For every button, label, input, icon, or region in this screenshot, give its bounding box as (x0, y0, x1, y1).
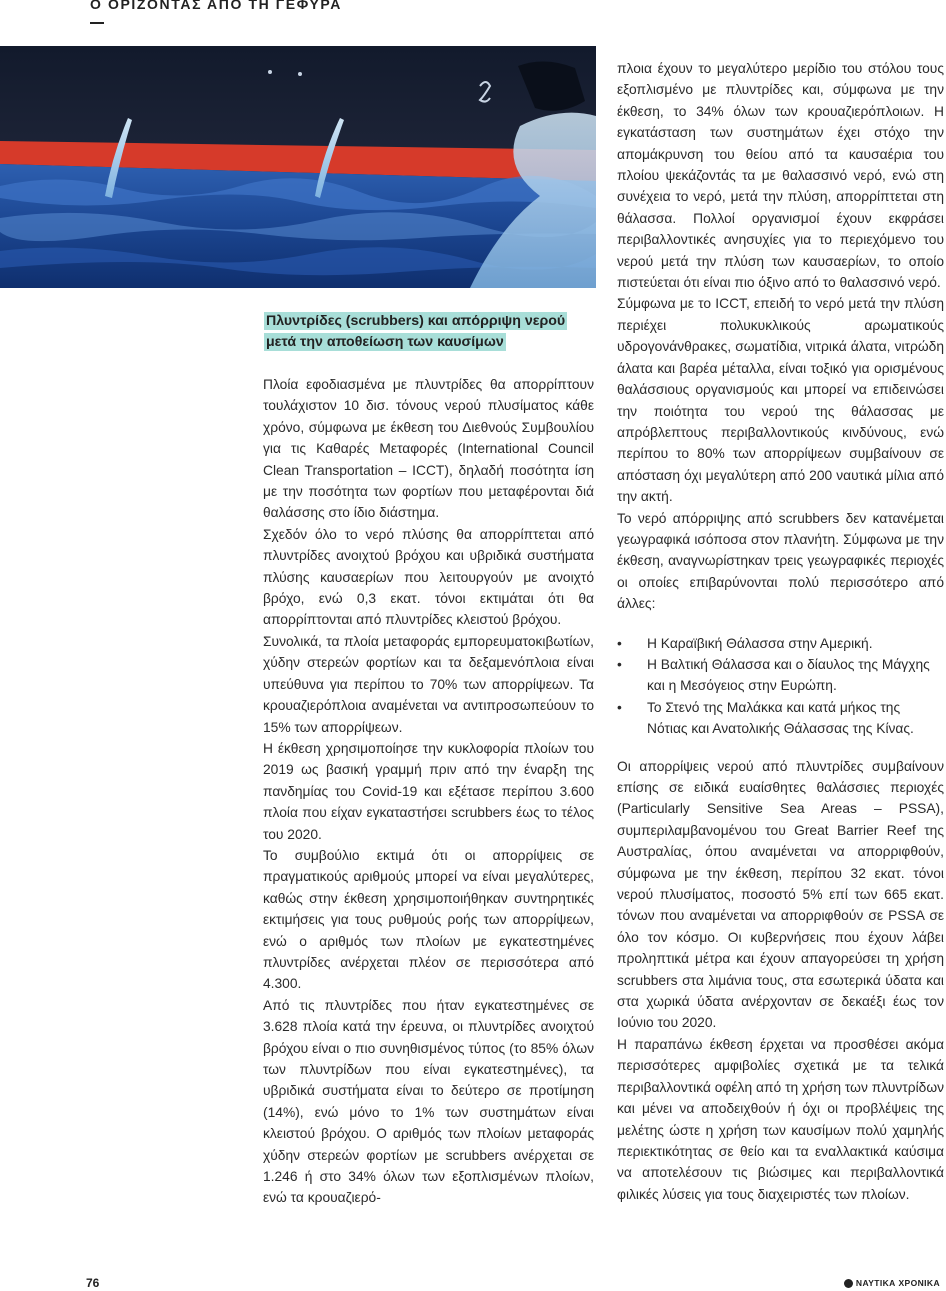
article-subheading (264, 311, 594, 353)
paragraph: Το νερό απόρριψης από scrubbers δεν κατανέμεται γεωγραφικά ισόποσα στον πλανήτη. Σύμφωνα με την έκθεση, αναγνωρίστηκαν τρεις γεωγραφικές περιοχές οι οποίες επιβαρύνονται πολύ περισσότερο από άλλες: (617, 510, 944, 612)
list-item (617, 633, 944, 654)
paragraph: πλοια έχουν το μεγαλύτερο μερίδιο του στόλου τους εξοπλισμένο με πλυντρίδες και, σύμφωνα με την έκθεση, το 34% όλων των κρουαζιερόπλοιων. Η εγκατάσταση των συστημάτων έχει στόχο την απομάκρυνση του θείου από τα καυσαέρια του πλοίου ψεκάζοντάς τα με θαλασσινό νερό, ενώ στη συνέχεια το νερό, μετά την πλύση, απορρίπτεται στη θάλασσα. Πολλοί οργανισμοί έχουν εκφράσει περιβαλλοντικές ανησυχίες για το περιεχόμενο του νερού μετά την πλύση των καυσαερίων, το οποίο πιστεύεται ότι είναι πιο όξινο από το θαλασσινό νερό. (617, 61, 944, 291)
bullet-icon: • (617, 656, 622, 672)
paragraph: Η έκθεση χρησιμοποίησε την κυκλοφορία πλοίων του 2019 ως βασική γραμμή πριν από την έναρξη της πανδημίας του Covid-19 και εξέτασε περίπου 3.600 πλοία που είχαν εγκαταστήσει scrubbers έως το τέλος του 2020. (263, 740, 594, 842)
page-number: 76 (86, 1276, 100, 1290)
bullet-icon: • (617, 635, 622, 651)
regions-list (617, 633, 944, 740)
paragraph: Σύμφωνα με το ICCT, επειδή το νερό μετά την πλύση περιέχει πολυκυκλικούς αρωματικούς υδρογονάνθρακες, σωματίδια, νιτρικά άλατα, νιτρώδη άλατα και βαρέα μέταλλα, είναι τοξικό για ορισμένους θαλάσσιους οργανισμούς και μπορεί να επιδεινώσει την ποιότητα του νερού της θάλασσας με απρόβλεπτους περιβαλλοντικούς κινδύνους, ενώ περίπου το 80% των απορρίψεων συμβαίνουν σε απόσταση όχι μεγαλύτερη από 200 ναυτικά μίλια από την ακτή. (617, 296, 944, 505)
paragraph: Πλοία εφοδιασμένα με πλυντρίδες θα απορρίπτουν τουλάχιστον 10 δισ. τόνους νερού πλυσίματος κάθε χρόνο, σύμφωνα με έκθεση του Διεθνούς Συμβουλίου για τις Καθαρές Μεταφορές (International Council Clean Transportation – ICCT), δηλαδή ποσότητα ίση με την ποσότητα των φορτίων που μεταφέρονται διά θαλάσσης στο ίδιο διάστημα. (263, 377, 594, 521)
right-column (617, 58, 944, 1205)
publication-logo-icon (844, 1279, 853, 1288)
list-item (617, 654, 944, 697)
subheading-line-1: Πλυντρίδες (scrubbers) και απόρριψη νερού (266, 313, 566, 329)
ship-hull-photo (0, 46, 596, 288)
paragraph: Σχεδόν όλο το νερό πλύσης θα απορρίπτεται από πλυντρίδες ανοιχτού βρόχου και υβριδικά συστήματα πλύσης καυσαερίων που λειτουργούν με ανοιχτό βρόχο, ενώ 0,3 εκατ. τόνοι εκτιμάται ότι θα απορρίπτονται από πλυντρίδες κλειστού βρόχου. (263, 526, 594, 628)
list-item (617, 697, 944, 740)
header-divider (90, 22, 104, 24)
subheading-line-2: μετά την αποθείωση των καυσίμων (266, 334, 504, 350)
paragraph: Η παραπάνω έκθεση έρχεται να προσθέσει ακόμα περισσότερες αμφιβολίες σχετικά με τα τελικά περιβαλλοντικά οφέλη από τη χρήση των πλυντρίδων και μένει να αποδειχθούν ή όχι οι προβλέψεις της μελέτης ώστε η χρήση των καυσίμων πολύ χαμηλής περιεκτικότητας σε θείο και τα εναλλακτικά καύσιμα να αποτελέσουν τις βιώσιμες και περιβαλλοντικά φιλικές λύσεις για τους διαχειριστές των πλοίων. (617, 1036, 944, 1202)
section-title: Ο ΟΡΙΖΟΝΤΑΣ ΑΠΟ ΤΗ ΓΕΦΥΡΑ (90, 0, 342, 12)
paragraph: Συνολικά, τα πλοία μεταφοράς εμπορευματοκιβωτίων, χύδην στερεών φορτίων και τα δεξαμενόπλοια είναι υπεύθυνα για περίπου το 70% των απορρίψεων. Τα κρουαζιερόπλοια αναμένεται να αντιπροσωπεύουν το 15% των απορρίψεων. (263, 633, 594, 735)
paragraph: Το συμβούλιο εκτιμά ότι οι απορρίψεις σε πραγματικούς αριθμούς μπορεί να είναι μεγαλύτερες, καθώς στην έκθεση χρησιμοποιήθηκαν συντηρητικές εκτιμήσεις για τους ρυθμούς ροής των απορρίψεων, ενώ ο αριθμός των πλοίων με εγκατεστημένες πλυντρίδες ανέρχεται πλέον σε περισσότερα από 4.300. (263, 847, 594, 992)
list-item-text: Η Βαλτική Θάλασσα και ο δίαυλος της Μάγχης και η Μεσόγειος στην Ευρώπη. (647, 656, 930, 694)
middle-column (263, 374, 594, 1209)
list-item-text: Η Καραϊβική Θάλασσα στην Αμερική. (647, 635, 873, 651)
bullet-icon: • (617, 699, 622, 715)
list-item-text: Το Στενό της Μαλάκκα και κατά μήκος της Νότιας και Ανατολικής Θάλασσας της Κίνας. (647, 699, 914, 737)
publication-brand (844, 1278, 940, 1288)
publication-name: ΝΑΥΤΙΚΑ ΧΡΟΝΙΚΑ (855, 1278, 940, 1288)
paragraph: Οι απορρίψεις νερού από πλυντρίδες συμβαίνουν επίσης σε ειδικά ευαίσθητες θαλάσσιες περιοχές (Particularly Sensitive Sea Areas – PSSA), συμπεριλαμβανομένου του Great Barrier Reef της Αυστραλίας, όπου αναμένεται να απορριφθούν, σύμφωνα με την έκθεση, περίπου 32 εκατ. τόνοι νερού πλυσίματος, ποσοστό 5% επί των 665 εκατ. τόνων που αναμένεται να απορριφθούν σε PSSA σε όλο τον κόσμο. Οι κυβερνήσεις που έχουν λάβει προληπτικά μέτρα και έχουν απαγορεύσει τη χρήση scrubbers στα λιμάνια τους, στα εσωτερικά ύδατα και στα χωρικά ύδατα ανέρχονταν σε δεκαέξι έως τον Ιούνιο του 2020. (617, 758, 944, 1031)
paragraph: Από τις πλυντρίδες που ήταν εγκατεστημένες σε 3.628 πλοία κατά την έρευνα, οι πλυντρίδες ανοιχτού βρόχου είναι ο πιο συνηθισμένος τύπος (το 85% όλων των πλυντρίδων που είναι εγκατεστημένες), τα υβριδικά συστήματα είναι το δεύτερο σε προτίμηση (14%), ενώ μόνο το 1% των συστημάτων είναι κλειστού βρόχου. Ο αριθμός των πλοίων μεταφοράς χύδην στερεών φορτίων με scrubbers ανέρχεται σε 1.246 ή στο 34% όλων των εξοπλισμένων πλοίων, ενώ τα κρουαζιερό- (263, 997, 594, 1206)
